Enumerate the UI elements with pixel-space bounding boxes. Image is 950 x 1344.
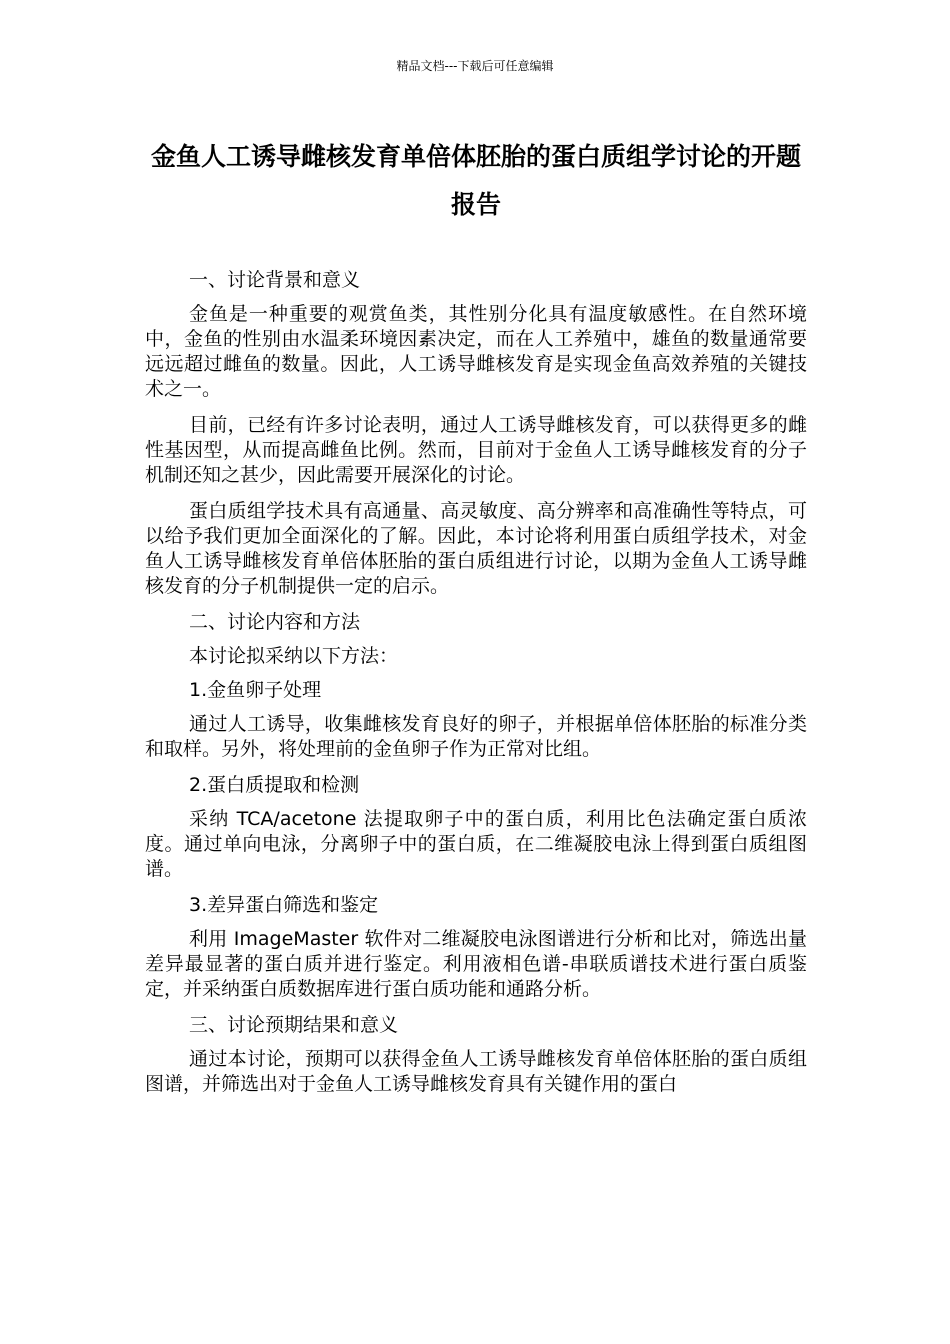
section-heading-expected-results: 三、讨论预期结果和意义 — [189, 1014, 399, 1036]
subheading-differential-proteins: 3.差异蛋白筛选和鉴定 — [189, 894, 379, 916]
paragraph-egg-processing: 通过人工诱导，收集雌核发育良好的卵子，并根据单倍体胚胎的标准分类和取样。另外，将处理前的金鱼卵子作为正常对比组。 — [145, 713, 807, 760]
page-header-note: 精品文档---下载后可任意编辑 — [396, 59, 554, 73]
paragraph-protein-extraction: 采纳 TCA/acetone 法提取卵子中的蛋白质，利用比色法确定蛋白质浓度。通过单向电泳，分离卵子中的蛋白质，在二维凝胶电泳上得到蛋白质组图谱。 — [145, 808, 807, 880]
paragraph-methods-intro: 本讨论拟采纳以下方法： — [189, 645, 399, 667]
section-heading-background: 一、讨论背景和意义 — [189, 269, 361, 291]
section-heading-methods: 二、讨论内容和方法 — [189, 611, 361, 633]
subheading-egg-processing: 1.金鱼卵子处理 — [189, 679, 322, 701]
paragraph-expected-results: 通过本讨论，预期可以获得金鱼人工诱导雌核发育单倍体胚胎的蛋白质组图谱，并筛选出对于金鱼人工诱导雌核发育具有关键作用的蛋白 — [145, 1048, 807, 1095]
paragraph-current-research: 目前，已经有许多讨论表明，通过人工诱导雌核发育，可以获得更多的雌性基因型，从而提高雌鱼比例。然而，目前对于金鱼人工诱导雌核发育的分子机制还知之甚少，因此需要开展深化的讨论。 — [145, 414, 807, 486]
subheading-protein-extraction: 2.蛋白质提取和检测 — [189, 774, 360, 796]
paragraph-proteomics: 蛋白质组学技术具有高通量、高灵敏度、高分辨率和高准确性等特点，可以给予我们更加全面深化的了解。因此，本讨论将利用蛋白质组学技术，对金鱼人工诱导雌核发育单倍体胚胎的蛋白质组进行讨论，以期为金鱼人工诱导雌核发育的分子机制提供一定的启示。 — [145, 500, 807, 597]
paragraph-differential-proteins: 利用 ImageMaster 软件对二维凝胶电泳图谱进行分析和比对，筛选出量差异最显著的蛋白质并进行鉴定。利用液相色谱-串联质谱技术进行蛋白质鉴定，并采纳蛋白质数据库进行蛋白质功能和通路分析。 — [145, 928, 807, 1000]
document-title: 金鱼人工诱导雌核发育单倍体胚胎的蛋白质组学讨论的开题报告 — [150, 142, 801, 219]
document-body — [145, 268, 807, 1108]
paragraph-goldfish-intro: 金鱼是一种重要的观赏鱼类，其性别分化具有温度敏感性。在自然环境中，金鱼的性别由水温柔环境因素决定，而在人工养殖中，雄鱼的数量通常要远远超过雌鱼的数量。因此，人工诱导雌核发育是实现金鱼高效养殖的关键技术之一。 — [145, 303, 807, 400]
